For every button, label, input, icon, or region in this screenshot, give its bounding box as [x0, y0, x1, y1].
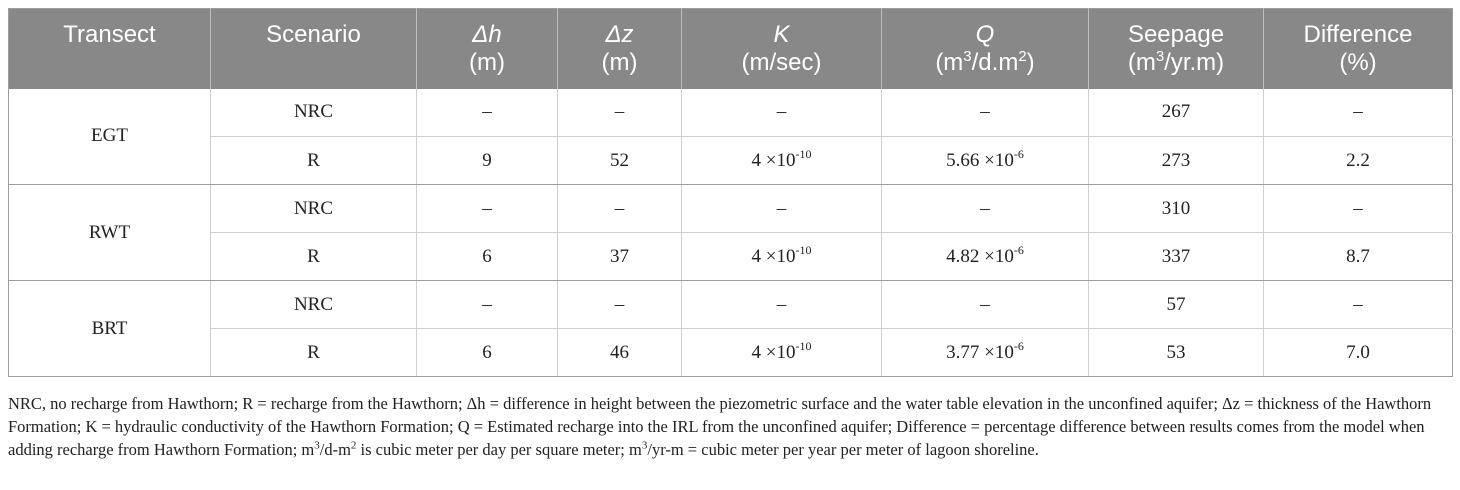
difference-cell: 7.0 — [1264, 329, 1453, 377]
q-cell: $3.77 \times 10^{-6}$ — [882, 329, 1089, 377]
seepage-cell: 310 — [1089, 185, 1264, 233]
dh-cell: 6 — [417, 233, 558, 281]
k-cell: $4 \times 10^{-10}$ — [682, 233, 882, 281]
seepage-cell: 57 — [1089, 281, 1264, 329]
header-k: K (m/sec) — [682, 9, 882, 89]
k-cell: – — [682, 185, 882, 233]
dh-cell: – — [417, 185, 558, 233]
scenario-cell: NRC — [211, 185, 417, 233]
transect-cell: BRT — [9, 281, 211, 377]
dz-cell: 46 — [558, 329, 682, 377]
header-seepage: Seepage $(m^3/yr.m)$ — [1089, 9, 1264, 89]
q-cell: $4.82 \times 10^{-6}$ — [882, 233, 1089, 281]
transect-cell: RWT — [9, 185, 211, 281]
table-row — [9, 281, 1453, 329]
scenario-cell: R — [211, 137, 417, 185]
table-row — [9, 233, 1453, 281]
header-scenario: Scenario — [211, 9, 417, 89]
q-cell: – — [882, 281, 1089, 329]
dz-cell: 52 — [558, 137, 682, 185]
seepage-cell: 337 — [1089, 233, 1264, 281]
q-cell: $5.66 \times 10^{-6}$ — [882, 137, 1089, 185]
dz-cell: 37 — [558, 233, 682, 281]
scenario-cell: R — [211, 233, 417, 281]
difference-cell: 2.2 — [1264, 137, 1453, 185]
k-cell: – — [682, 89, 882, 137]
header-difference: Difference (%) — [1264, 9, 1453, 89]
transect-cell: EGT — [9, 89, 211, 185]
q-cell: – — [882, 185, 1089, 233]
scenario-cell: NRC — [211, 281, 417, 329]
header-q: Q $(m^3/d.m^2)$ — [882, 9, 1089, 89]
seepage-cell: 267 — [1089, 89, 1264, 137]
header-dh: Δh (m) — [417, 9, 558, 89]
k-cell: $4 \times 10^{-10}$ — [682, 329, 882, 377]
difference-cell: – — [1264, 185, 1453, 233]
k-cell: – — [682, 281, 882, 329]
dz-cell: – — [558, 185, 682, 233]
table-row — [9, 185, 1453, 233]
table-row — [9, 137, 1453, 185]
header-dz: Δz (m) — [558, 9, 682, 89]
scenario-cell: R — [211, 329, 417, 377]
table-row — [9, 329, 1453, 377]
table-footnote: NRC, no recharge from Hawthorn; R = recharge from the Hawthorn; Δh = difference in height between the piezometric surface and the water table elevation in the unconfined aquifer; Δz = thickness of the Hawthorn Formation; K = hydraulic conductivity of the Hawthorn Formation; Q = Estimated recharge into the IRL from the unconfined aquifer; Difference = percentage difference between results comes from the model when adding recharge from Hawthorn Formation; $m^3/d-m^2$ is cubic meter per day per square meter; $m^3/yr-m$ = cubic meter per year per meter of lagoon shoreline. — [8, 394, 1432, 459]
table-row — [9, 89, 1453, 137]
q-cell: – — [882, 89, 1089, 137]
k-cell: $4 \times 10^{-10}$ — [682, 137, 882, 185]
difference-cell: – — [1264, 89, 1453, 137]
header-transect: Transect — [9, 9, 211, 89]
dh-cell: 9 — [417, 137, 558, 185]
difference-cell: 8.7 — [1264, 233, 1453, 281]
header-row — [9, 9, 1453, 89]
dh-cell: 6 — [417, 329, 558, 377]
dz-cell: – — [558, 281, 682, 329]
seepage-cell: 53 — [1089, 329, 1264, 377]
difference-cell: – — [1264, 281, 1453, 329]
scenario-cell: NRC — [211, 89, 417, 137]
dz-cell: – — [558, 89, 682, 137]
seepage-table — [8, 8, 1453, 377]
table-container — [8, 8, 1452, 377]
seepage-cell: 273 — [1089, 137, 1264, 185]
dh-cell: – — [417, 89, 558, 137]
dh-cell: – — [417, 281, 558, 329]
